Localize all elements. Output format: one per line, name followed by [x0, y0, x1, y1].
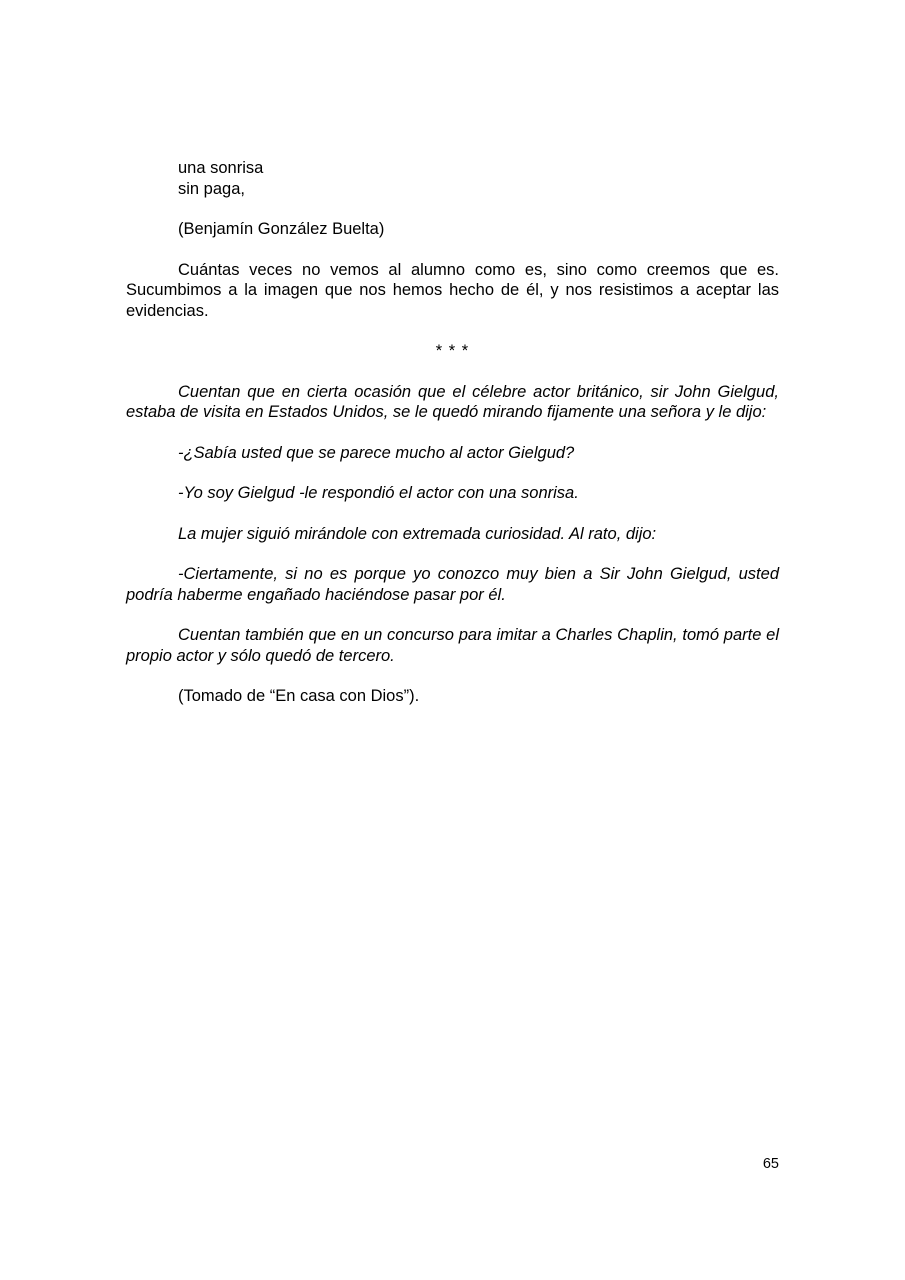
story-paragraph: Cuentan que en cierta ocasión que el célebre actor británico, sir John Gielgud, estaba de visita en Estados Unidos, se le quedó mirando fijamente una señora y le dijo: [126, 382, 779, 421]
story-paragraph: La mujer siguió mirándole con extremada curiosidad. Al rato, dijo: [178, 524, 657, 543]
page-number: 65 [762, 1156, 779, 1172]
story-paragraph: Cuentan también que en un concurso para imitar a Charles Chaplin, tomó parte el propio actor y sólo quedó de tercero. [126, 626, 779, 665]
poem-line: una sonrisa [178, 159, 264, 177]
section-separator: * * * [435, 342, 470, 360]
poem-author: (Benjamín González Buelta) [178, 220, 385, 238]
page-body [126, 158, 779, 707]
story-paragraph: -Ciertamente, si no es porque yo conozco muy bien a Sir John Gielgud, usted podría haberme engañado haciéndose pasar por él. [126, 565, 779, 604]
poem-line: sin paga, [178, 179, 245, 198]
story-paragraph: -Yo soy Gielgud -le respondió el actor con una sonrisa. [178, 484, 579, 502]
story-paragraph: -¿Sabía usted que se parece mucho al actor Gielgud? [178, 443, 575, 462]
source-citation: (Tomado de “En casa con Dios”). [178, 687, 420, 705]
reflection-paragraph: Cuántas veces no vemos al alumno como es, sino como creemos que es. Sucumbimos a la imagen que nos hemos hecho de él, y nos resistimos a aceptar las evidencias. [126, 260, 779, 320]
